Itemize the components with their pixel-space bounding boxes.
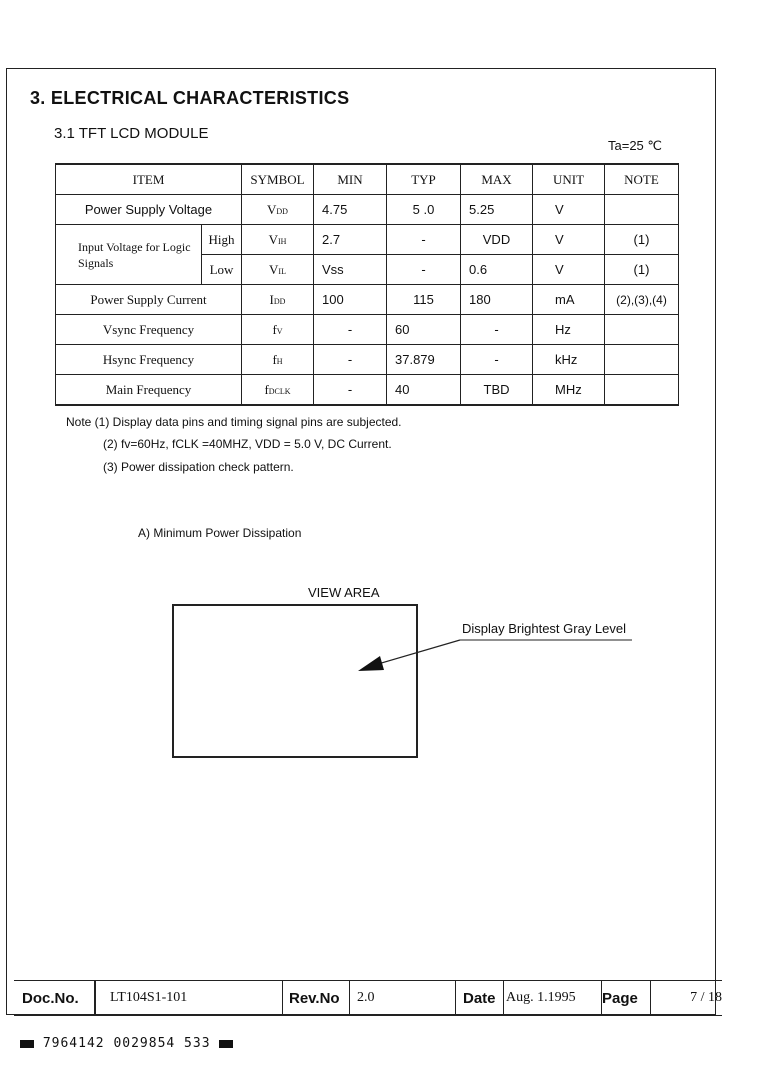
header-symbol: SYMBOL bbox=[242, 164, 314, 195]
doc-no-label: Doc.No. bbox=[14, 981, 95, 1015]
header-note: NOTE bbox=[605, 164, 679, 195]
row-min: 4.75 bbox=[314, 195, 387, 225]
row-item: Hsync Frequency bbox=[56, 345, 242, 375]
row-symbol: fDCLK bbox=[242, 375, 314, 406]
row-max: 0.6 bbox=[461, 255, 533, 285]
row-item: Input Voltage for Logic Signals bbox=[56, 225, 202, 285]
row-typ: 5 .0 bbox=[387, 195, 461, 225]
row-note: (1) bbox=[605, 255, 679, 285]
row-min: 100 bbox=[314, 285, 387, 315]
header-typ: TYP bbox=[387, 164, 461, 195]
barcode-mark-icon bbox=[219, 1040, 233, 1048]
row-item: Vsync Frequency bbox=[56, 315, 242, 345]
temperature-condition: Ta=25 ℃ bbox=[608, 138, 662, 153]
row-max: 180 bbox=[461, 285, 533, 315]
row-item: Power Supply Voltage bbox=[56, 195, 242, 225]
row-typ: 60 bbox=[387, 315, 461, 345]
row-unit: V bbox=[533, 255, 605, 285]
subsection-title: 3.1 TFT LCD MODULE bbox=[54, 125, 209, 142]
row-symbol: fH bbox=[242, 345, 314, 375]
row-item: Main Frequency bbox=[56, 375, 242, 406]
note-1: Note (1) Display data pins and timing signal pins are subjected. bbox=[66, 415, 402, 429]
header-max: MAX bbox=[461, 164, 533, 195]
row-symbol: fV bbox=[242, 315, 314, 345]
row-min: 2.7 bbox=[314, 225, 387, 255]
row-unit: V bbox=[533, 195, 605, 225]
row-unit: MHz bbox=[533, 375, 605, 406]
date-label: Date bbox=[455, 981, 504, 1015]
row-note: (2),(3),(4) bbox=[605, 285, 679, 315]
callout-label: Display Brightest Gray Level bbox=[462, 621, 627, 636]
row-symbol: VIL bbox=[242, 255, 314, 285]
row-symbol: IDD bbox=[242, 285, 314, 315]
note-2: (2) fv=60Hz, fCLK =40MHZ, VDD = 5.0 V, DC Current. bbox=[103, 437, 392, 451]
row-typ: 37.879 bbox=[387, 345, 461, 375]
row-max: TBD bbox=[461, 375, 533, 406]
page-label: Page bbox=[602, 981, 651, 1015]
row-typ: - bbox=[387, 255, 461, 285]
date-value: Aug. 1.1995 bbox=[503, 981, 602, 1015]
figure-heading: A) Minimum Power Dissipation bbox=[138, 526, 302, 540]
row-symbol: VDD bbox=[242, 195, 314, 225]
rev-no-label: Rev.No bbox=[281, 981, 350, 1015]
note-3: (3) Power dissipation check pattern. bbox=[103, 460, 294, 474]
header-min: MIN bbox=[314, 164, 387, 195]
row-note: (1) bbox=[605, 225, 679, 255]
row-symbol: VIH bbox=[242, 225, 314, 255]
page-value: 7 / 18 bbox=[690, 990, 722, 1005]
view-area-label: VIEW AREA bbox=[308, 585, 380, 600]
row-max: VDD bbox=[461, 225, 533, 255]
row-max: - bbox=[461, 345, 533, 375]
row-typ: 115 bbox=[387, 285, 461, 315]
row-unit: V bbox=[533, 225, 605, 255]
row-typ: 40 bbox=[387, 375, 461, 406]
row-typ: - bbox=[387, 225, 461, 255]
row-min: - bbox=[314, 375, 387, 406]
rev-no-value: 2.0 bbox=[349, 981, 456, 1015]
row-subitem-low: Low bbox=[202, 255, 242, 285]
barcode-mark-icon bbox=[20, 1040, 34, 1048]
row-subitem-high: High bbox=[202, 225, 242, 255]
header-unit: UNIT bbox=[533, 164, 605, 195]
row-unit: Hz bbox=[533, 315, 605, 345]
row-min: - bbox=[314, 315, 387, 345]
header-item: ITEM bbox=[56, 164, 242, 195]
row-unit: mA bbox=[533, 285, 605, 315]
row-max: - bbox=[461, 315, 533, 345]
scan-barcode bbox=[20, 1036, 233, 1051]
row-min: - bbox=[314, 345, 387, 375]
row-unit: kHz bbox=[533, 345, 605, 375]
section-title: 3. ELECTRICAL CHARACTERISTICS bbox=[30, 88, 350, 108]
row-item: Power Supply Current bbox=[56, 285, 242, 315]
row-min: Vss bbox=[314, 255, 387, 285]
doc-no-value: LT104S1-101 bbox=[95, 981, 283, 1015]
barcode-text: 7964142 0029854 533 bbox=[42, 1036, 211, 1051]
row-max: 5.25 bbox=[461, 195, 533, 225]
footer-bar bbox=[14, 980, 722, 1016]
